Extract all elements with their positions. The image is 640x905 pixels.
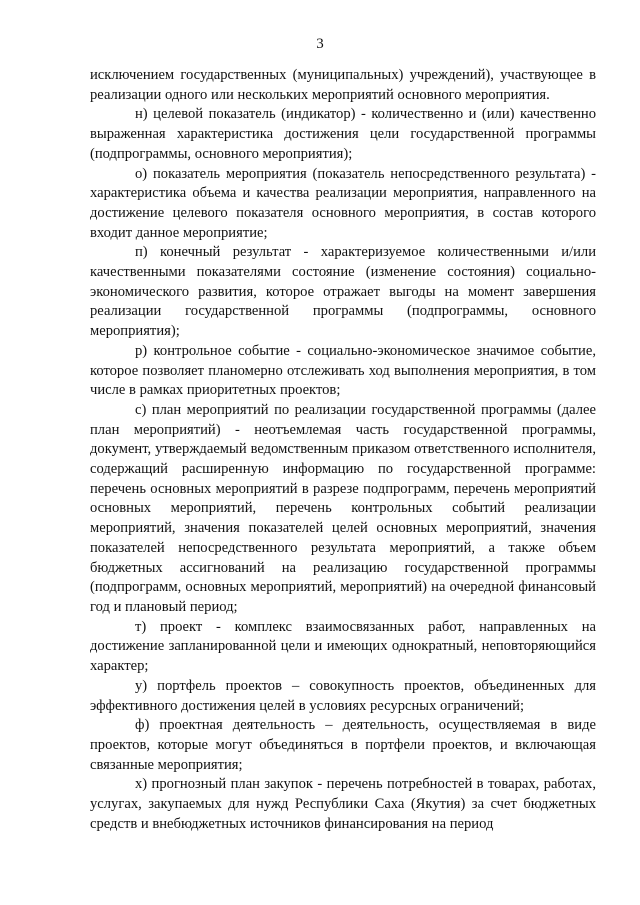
- definition-t-project: т) проект - комплекс взаимосвязанных работ, направленных на достижение запланированной цели и имеющих однократный, неповторяющийся характер;: [90, 618, 596, 675]
- definition-u-project-portfolio: у) портфель проектов – совокупность проектов, объединенных для эффективного достижения целей в условиях ресурсных ограничений;: [90, 677, 596, 714]
- definition-s-activity-plan: с) план мероприятий по реализации государственной программы (далее план мероприятий) - неотъемлемая часть государственной программы, документ, утверждаемый ведомственным приказом ответственного исполнителя, содержащий расширенную информацию по государственной программе: перечень основных мероприятий в разрезе подпрограмм, перечень мероприятий основных мероприятий, перечень контрольных событий реализации мероприятий, значения показателей целей основных мероприятий, значения показателей непосредственного результата мероприятий, а также объем бюджетных ассигнований на реализацию государственной программы (подпрограмм, основных мероприятий, мероприятий) на очередной финансовый год и плановый период;: [90, 401, 596, 615]
- page-number: 3: [316, 36, 324, 52]
- definition-r-control-event: р) контрольное событие - социально-экономическое значимое событие, которое позволяет планомерно отслеживать ход выполнения мероприятия, в том числе в рамках приоритетных проектов;: [90, 342, 596, 399]
- definition-o-activity-indicator: о) показатель мероприятия (показатель непосредственного результата) - характеристика объема и качества реализации мероприятия, направленного на достижение целевого показателя основного мероприятия, в состав которого входит данное мероприятие;: [90, 165, 596, 241]
- definition-p-final-result: п) конечный результат - характеризуемое количественными и/или качественными показателями состояние (изменение состояния) социально-экономического развития, которое отражает выгоды на момент завершения реализации государственной программы (подпрограммы, основного мероприятия);: [90, 244, 596, 340]
- document-body: [90, 66, 596, 834]
- paragraph-continued: исключением государственных (муниципальных) учреждений), участвующее в реализации одного или нескольких мероприятий основного мероприятия.: [90, 67, 596, 103]
- definition-h-procurement-plan: х) прогнозный план закупок - перечень потребностей в товарах, работах, услугах, закупаемых для нужд Республики Саха (Якутия) за счет бюджетных средств и внебюджетных источников финансирования на период: [90, 776, 596, 832]
- definition-f-project-activity: ф) проектная деятельность – деятельность, осуществляемая в виде проектов, которые могут объединяться в портфели проектов, и включающая связанные мероприятия;: [90, 717, 596, 773]
- definition-n-target-indicator: н) целевой показатель (индикатор) - количественно и (или) качественно выраженная характеристика достижения цели государственной программы (подпрограммы, основного мероприятия);: [90, 106, 596, 162]
